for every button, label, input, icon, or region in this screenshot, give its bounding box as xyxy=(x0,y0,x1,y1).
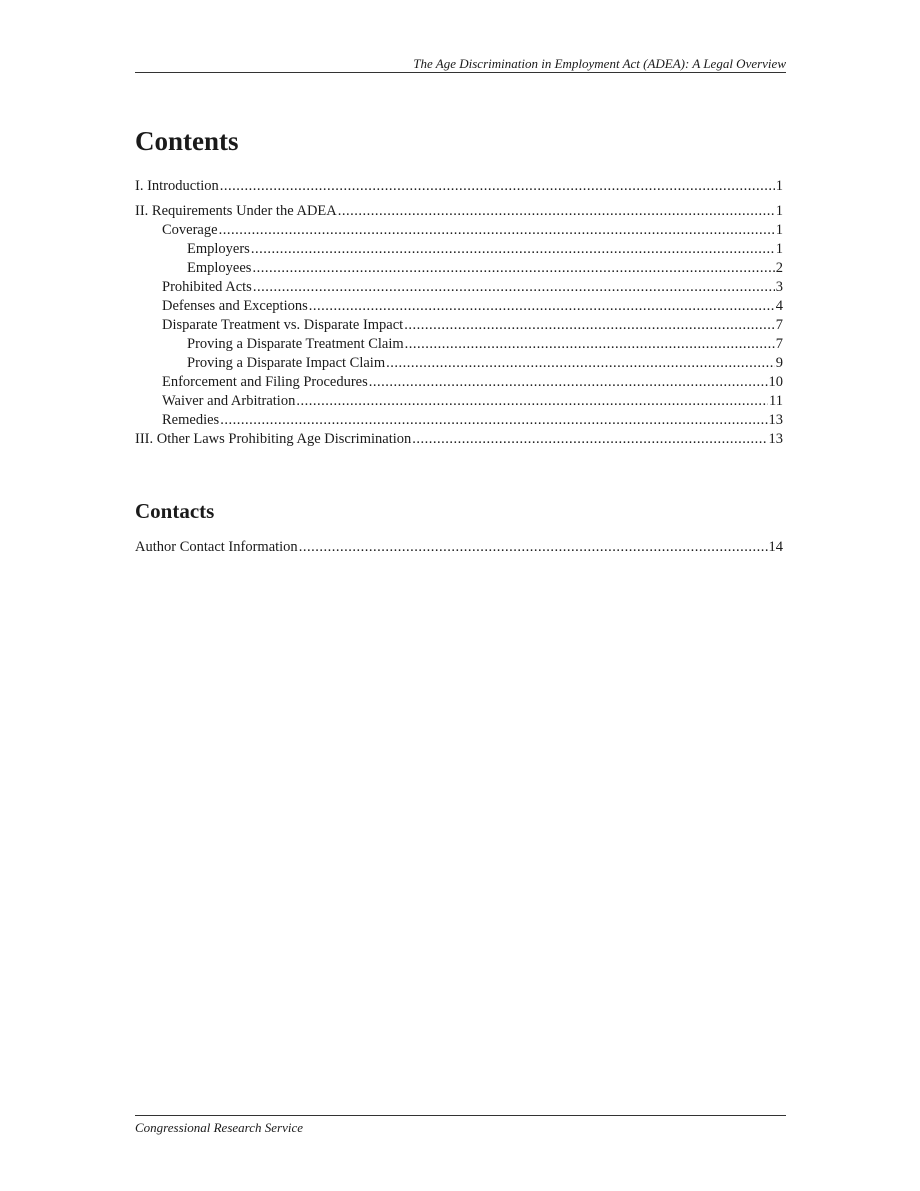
toc-entry-requirements[interactable] xyxy=(135,202,783,221)
toc-entry-label: Remedies xyxy=(162,412,220,428)
toc-entry-waiver[interactable] xyxy=(135,392,783,411)
toc-dot-leader xyxy=(220,177,775,196)
toc-entry-page: 14 xyxy=(768,539,783,555)
toc-dot-leader xyxy=(296,392,768,411)
toc-entry-disparate-treatment-claim[interactable] xyxy=(135,335,783,354)
toc-entry-label: III. Other Laws Prohibiting Age Discrimination xyxy=(135,431,412,447)
toc-entry-enforcement[interactable] xyxy=(135,373,783,392)
toc-entry-author-contact[interactable] xyxy=(135,538,783,557)
toc-entry-page: 13 xyxy=(768,431,783,447)
footer-rule xyxy=(135,1115,786,1116)
toc-entry-page: 3 xyxy=(775,279,783,295)
toc-entry-page: 2 xyxy=(775,260,783,276)
toc-dot-leader xyxy=(251,240,775,259)
toc-entry-defenses[interactable] xyxy=(135,297,783,316)
toc-dot-leader xyxy=(253,278,775,297)
toc-entry-label: Disparate Treatment vs. Disparate Impact xyxy=(162,317,404,333)
toc-entry-label: Author Contact Information xyxy=(135,539,298,555)
toc-entry-page: 1 xyxy=(775,178,783,194)
toc-entry-label: Defenses and Exceptions xyxy=(162,298,308,314)
toc-dot-leader xyxy=(405,335,775,354)
toc-dot-leader xyxy=(338,202,775,221)
toc-entry-other-laws[interactable] xyxy=(135,430,783,449)
toc-entry-page: 1 xyxy=(775,222,783,238)
toc-entry-page: 1 xyxy=(775,203,783,219)
toc-entry-label: Employers xyxy=(187,241,250,257)
toc-dot-leader xyxy=(412,430,767,449)
toc-entry-label: II. Requirements Under the ADEA xyxy=(135,203,337,219)
toc-entry-page: 4 xyxy=(775,298,783,314)
toc-entry-label: Coverage xyxy=(162,222,218,238)
toc-dot-leader xyxy=(252,259,774,278)
toc-dot-leader xyxy=(386,354,775,373)
toc-entry-disparate-treatment-vs-impact[interactable] xyxy=(135,316,783,335)
toc-entry-page: 7 xyxy=(775,336,783,352)
contacts-heading: Contacts xyxy=(135,499,215,523)
toc-entry-label: I. Introduction xyxy=(135,178,219,194)
toc-entry-employees[interactable] xyxy=(135,259,783,278)
toc-dot-leader xyxy=(219,221,775,240)
header-rule xyxy=(135,72,786,73)
toc-entry-disparate-impact-claim[interactable] xyxy=(135,354,783,373)
toc-entry-label: Proving a Disparate Treatment Claim xyxy=(187,336,404,352)
toc-dot-leader xyxy=(309,297,775,316)
toc-entry-page: 9 xyxy=(775,355,783,371)
running-header: The Age Discrimination in Employment Act (ADEA): A Legal Overview xyxy=(413,56,786,71)
toc-entry-label: Proving a Disparate Impact Claim xyxy=(187,355,386,371)
toc-entry-page: 1 xyxy=(775,241,783,257)
table-of-contents xyxy=(135,177,783,449)
toc-entry-coverage[interactable] xyxy=(135,221,783,240)
toc-entry-label: Employees xyxy=(187,260,252,276)
toc-entry-page: 10 xyxy=(768,374,783,390)
toc-entry-page: 11 xyxy=(769,393,783,409)
toc-entry-label: Waiver and Arbitration xyxy=(162,393,296,409)
toc-entry-prohibited-acts[interactable] xyxy=(135,278,783,297)
toc-dot-leader xyxy=(299,538,768,557)
toc-entry-employers[interactable] xyxy=(135,240,783,259)
toc-entry-page: 7 xyxy=(775,317,783,333)
toc-entry-remedies[interactable] xyxy=(135,411,783,430)
toc-dot-leader xyxy=(220,411,767,430)
toc-entry-label: Prohibited Acts xyxy=(162,279,252,295)
toc-entry-page: 13 xyxy=(768,412,783,428)
contents-heading: Contents xyxy=(135,126,239,156)
running-footer: Congressional Research Service xyxy=(135,1120,303,1135)
contacts-list xyxy=(135,538,783,557)
toc-dot-leader xyxy=(369,373,768,392)
toc-entry-label: Enforcement and Filing Procedures xyxy=(162,374,368,390)
toc-dot-leader xyxy=(404,316,775,335)
toc-entry-introduction[interactable] xyxy=(135,177,783,196)
